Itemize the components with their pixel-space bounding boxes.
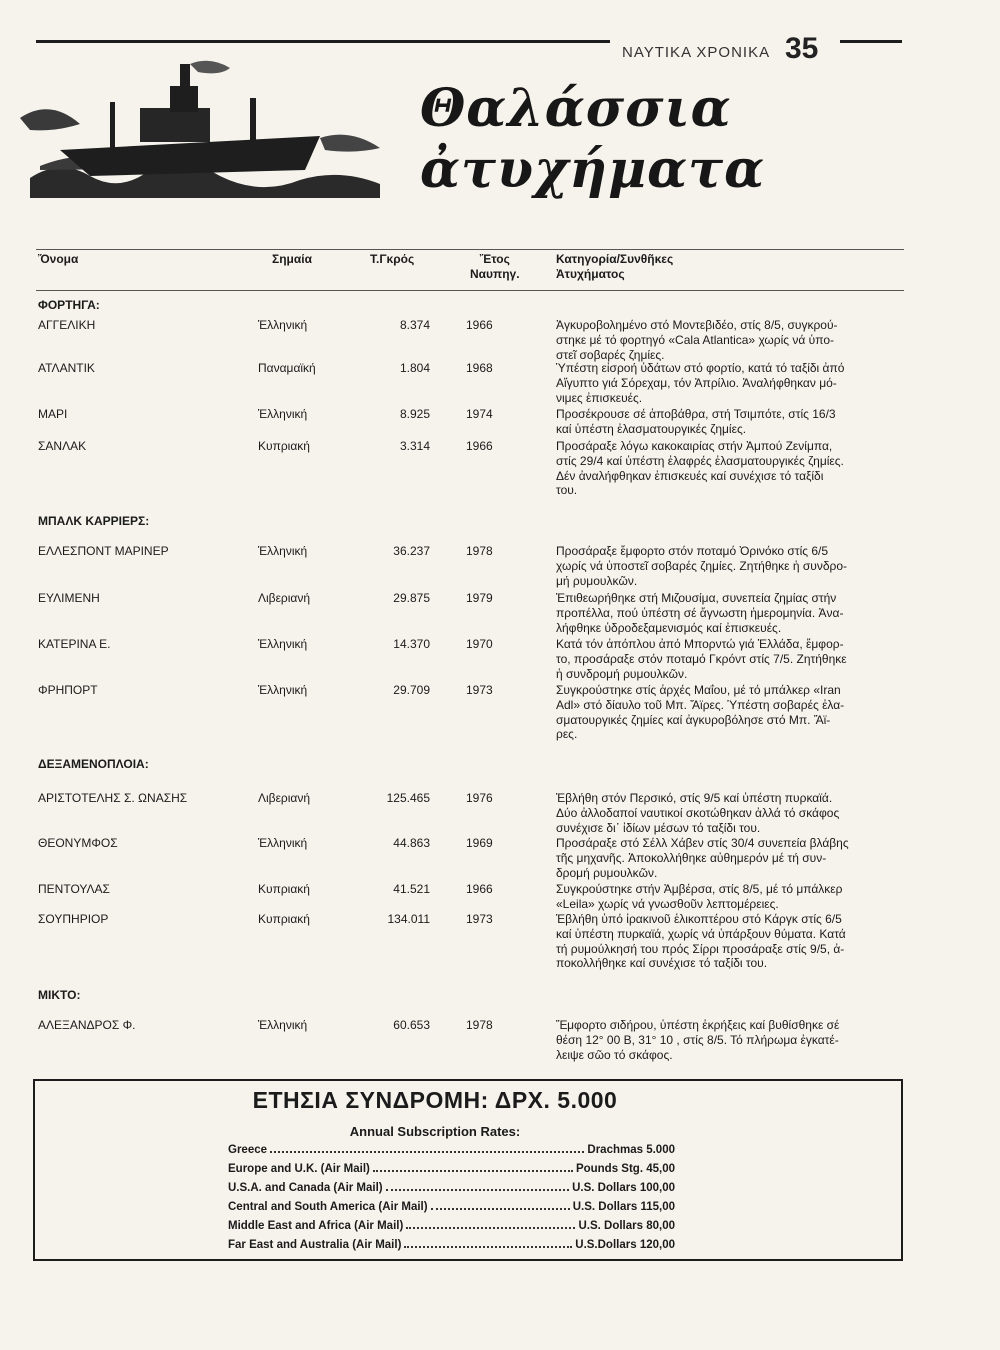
vessel-year: 1966 [466, 318, 493, 332]
vessel-flag: Ἑλληνική [258, 683, 308, 697]
vessel-name: ΑΓΓΕΛΙΚΗ [38, 318, 96, 332]
table-header-rule-bottom [36, 290, 904, 291]
vessel-flag: Κυπριακή [258, 882, 310, 896]
incident-description [556, 882, 906, 912]
vessel-name: ΑΛΕΞΑΝΔΡΟΣ Φ. [38, 1018, 136, 1032]
vessel-grt: 1.804 [399, 361, 430, 375]
vessel-name: ΘΕΟΝΥΜΦΟΣ [38, 836, 118, 850]
rate-region: Middle East and Africa (Air Mail) [228, 1220, 404, 1232]
desc-line: Δέν ἀναλήφθηκαν ἐπισκευές καί συνέχισε τό ταξίδι [556, 468, 824, 483]
desc-line: το, προσάραξε στόν ποταμό Γκρόντ στίς 7/5. Ζητήθηκε [556, 651, 847, 666]
desc-line: του. [556, 483, 578, 498]
column-header-grt: Τ.Γκρός [370, 252, 415, 266]
desc-line: Προσάραξε ἔμφορτο στόν ποταμό Ὀρινόκο στίς 6/5 [556, 544, 829, 558]
column-header-desc-line1: Κατηγορία/Συνθῆκες [556, 252, 674, 266]
vessel-flag: Κυπριακή [258, 912, 310, 926]
incident-description [556, 361, 906, 405]
rate-region: Europe and U.K. (Air Mail) [228, 1163, 370, 1175]
header-rule-right [840, 40, 902, 43]
vessel-name: ΠΕΝΤΟΥΛΑΣ [38, 882, 110, 896]
desc-line: καί ὑπέστη πυρκαϊά, χωρίς νά ὑπάρξουν θύματα. Κατά [556, 926, 846, 941]
rate-price: Drachmas 5.000 [587, 1144, 675, 1156]
desc-line: καί ὑπέστη ἐλασματουργικές ζημίες. [556, 421, 747, 436]
vessel-grt: 14.370 [393, 637, 430, 651]
vessel-year: 1966 [466, 439, 493, 453]
vessel-year: 1978 [466, 1018, 493, 1032]
desc-line: Ἐβλήθη στόν Περσικό, στίς 9/5 καί ὑπέστη πυρκαϊά. [556, 791, 833, 805]
leader-dots [270, 1151, 584, 1153]
desc-line: Ἔμφορτο σιδήρου, ὑπέστη ἐκρήξεις καί βυθίσθηκε σέ [556, 1018, 840, 1032]
vessel-grt: 29.709 [393, 683, 430, 697]
vessel-year: 1973 [466, 912, 493, 926]
rate-region: Central and South America (Air Mail) [228, 1201, 428, 1213]
incident-description [556, 637, 906, 681]
column-header-name: Ὄνομα [38, 252, 79, 266]
leader-dots [406, 1227, 575, 1229]
vessel-flag: Ἑλληνική [258, 637, 308, 651]
vessel-name: ΕΥΛΙΜΕΝΗ [38, 591, 100, 605]
desc-line: στηκε μέ τό φορτηγό «Cala Atlantica» χωρίς νά ὑπο- [556, 332, 835, 347]
column-header-year-line1: Ἔτος [479, 252, 510, 266]
desc-line: Ἀγκυροβολημένο στό Μοντεβιδέο, στίς 8/5, συγκρού- [556, 318, 838, 332]
leader-dots [373, 1170, 573, 1172]
leader-dots [386, 1189, 569, 1191]
column-header-year-line2: Ναυπηγ. [470, 267, 520, 281]
desc-line: ποκολλήθηκε καί συνέχισε τό ταξίδι του. [556, 956, 768, 971]
rate-region: Far East and Australia (Air Mail) [228, 1239, 402, 1251]
vessel-year: 1979 [466, 591, 493, 605]
desc-line: Προσάραξε λόγω κακοκαιρίας στήν Ἀμπού Ζενίμπα, [556, 439, 833, 453]
desc-line: ἡ συνδρομή ρυμουλκῶν. [556, 666, 688, 681]
vessel-flag: Ἑλληνική [258, 318, 308, 332]
rate-price: U.S. Dollars 100,00 [572, 1182, 675, 1194]
rate-price: U.S.Dollars 120,00 [575, 1239, 675, 1251]
incident-description [556, 683, 906, 742]
desc-line: Δύο ἀλλοδαποί ναυτικοί σκοτώθηκαν ἀλλά τό σκάφος [556, 805, 840, 820]
vessel-grt: 8.374 [399, 318, 430, 332]
desc-line: νιμες ἐπισκευές. [556, 390, 643, 405]
vessel-flag: Ἑλληνική [258, 1018, 308, 1032]
vessel-grt: 60.653 [393, 1018, 430, 1032]
vessel-name: ΚΑΤΕΡΙΝΑ Ε. [38, 637, 111, 651]
incident-description [556, 791, 906, 835]
rate-region: U.S.A. and Canada (Air Mail) [228, 1182, 383, 1194]
leader-dots [404, 1246, 572, 1248]
vessel-year: 1969 [466, 836, 493, 850]
vessel-flag: Ἑλληνική [258, 544, 308, 558]
vessel-flag: Κυπριακή [258, 439, 310, 453]
masthead: ΝΑΥΤΙΚΑ ΧΡΟΝΙΚΑ [622, 44, 771, 61]
subscription-subtitle: Annual Subscription Rates: [349, 1124, 521, 1139]
incident-description [556, 407, 906, 437]
vessel-year: 1976 [466, 791, 493, 805]
page-number: 35 [785, 32, 819, 65]
desc-line: προπέλλα, πού ὑπέστη σέ ἄγνωστη ἡμερομηνία. Ἀνα- [556, 605, 844, 620]
rate-line [228, 1180, 675, 1196]
vessel-grt: 44.863 [393, 836, 430, 850]
desc-line: Προσάραξε στό Σέλλ Χάβεν στίς 30/4 συνεπεία βλάβης [556, 836, 849, 850]
desc-line: θέση 12° 00 Β, 31° 10 , στίς 8/5. Τό πλήρωμα ἐγκατέ- [556, 1032, 839, 1047]
desc-line: δρομή ρυμουλκῶν. [556, 865, 658, 880]
desc-line: συνέχισε δι᾿ ἰδίων μέσων τό ταξίδι του. [556, 820, 761, 835]
vessel-name: ΜΑΡΙ [38, 407, 68, 421]
vessel-name: ΣΟΥΠΗΡΙΟΡ [38, 912, 109, 926]
desc-line: Κατά τόν ἀπόπλου ἀπό Μπορντώ γιά Ἑλλάδα, ἔμφορ- [556, 637, 844, 651]
vessel-year: 1968 [466, 361, 493, 375]
article-title: Θαλάσσια ἀτυχήματα [420, 78, 766, 200]
vessel-year: 1974 [466, 407, 493, 421]
incident-description [556, 591, 906, 635]
vessel-name: ΕΛΛΕΣΠΟΝΤ ΜΑΡΙΝΕΡ [38, 544, 169, 558]
vessel-year: 1970 [466, 637, 493, 651]
rate-region: Greece [228, 1144, 268, 1156]
desc-line: Ἐπιθεωρήθηκε στή Μιζουσίμα, συνεπεία ζημίας στήν [556, 591, 837, 605]
desc-line: «Leila» χωρίς νά γνωσθοῦν λεπτομέρειες. [556, 896, 779, 911]
section-title-combination: ΜΙΚΤΟ: [38, 988, 81, 1002]
vessel-flag: Λιβεριανή [258, 591, 311, 605]
vessel-flag: Ἑλληνική [258, 836, 308, 850]
section-title-cargo: ΦΟΡΤΗΓΑ: [38, 298, 100, 312]
section-title-tankers: ΔΕΞΑΜΕΝΟΠΛΟΙΑ: [38, 757, 149, 771]
incident-description [556, 1018, 906, 1062]
vessel-grt: 8.925 [399, 407, 430, 421]
rate-line [228, 1161, 675, 1177]
vessel-grt: 125.465 [386, 791, 430, 805]
desc-line: Προσέκρουσε σέ ἀποβάθρα, στή Τσιμπότε, στίς 16/3 [556, 407, 836, 421]
vessel-year: 1966 [466, 882, 493, 896]
desc-line: Ὑπέστη εἰσροή ὑδάτων στό φορτίο, κατά τό ταξίδι ἀπό [556, 361, 845, 375]
vessel-grt: 41.521 [393, 882, 430, 896]
rate-line [228, 1218, 675, 1234]
vessel-flag: Παναμαϊκή [258, 361, 316, 375]
subscription-title: ΕΤΗΣΙΑ ΣΥΝΔΡΟΜΗ: ΔΡΧ. 5.000 [252, 1087, 618, 1113]
vessel-grt: 3.314 [399, 439, 430, 453]
vessel-name: ΑΤΛΑΝΤΙΚ [38, 361, 95, 375]
rate-line [228, 1237, 675, 1253]
incident-description [556, 318, 906, 362]
incident-description [556, 836, 906, 880]
desc-line: Συγκρούστηκε στίς ἀρχές Μαΐου, μέ τό μπάλκερ «Iran [556, 683, 841, 697]
column-header-description [556, 252, 673, 282]
desc-line: στεῖ σοβαρές ζημίες. [556, 347, 665, 362]
incident-description [556, 439, 906, 498]
vessel-year: 1973 [466, 683, 493, 697]
desc-line: χωρίς νά ὑποστεῖ σοβαρές ζημίες. Ζητήθηκε ἡ συνδρο- [556, 558, 848, 573]
rate-price: Pounds Stg. 45,00 [575, 1163, 675, 1175]
rate-line [228, 1142, 675, 1158]
desc-line: Ἐβλήθη ὑπό ἰρακινοῦ ἑλικοπτέρου στό Κάργκ στίς 6/5 [556, 912, 842, 926]
desc-line: λήφθηκε ὑδροδεξαμενισμός καί ἐπισκευές. [556, 620, 782, 635]
table-header-rule-top [36, 249, 904, 250]
desc-line: στίς 29/4 καί ὑπέστη ἐλαφρές ἐλασματουργικές ζημίες. [556, 453, 844, 468]
desc-line: ρες. [556, 727, 578, 742]
desc-line: τῆς μηχανῆς. Ἀποκολλήθηκε αὐθημερόν μέ τή συν- [556, 850, 827, 865]
vessel-grt: 36.237 [393, 544, 430, 558]
column-header-flag: Σημαία [272, 252, 312, 266]
desc-line: τή ρυμούλκησή του πρός Σίρρι προσάραξε στίς 9/5, ἀ- [556, 941, 845, 956]
vessel-grt: 134.011 [387, 912, 430, 926]
desc-line: σματουργικές ζημίες καί ἀγκυροβόλησε στό Μπ. Ἄϊ- [556, 712, 831, 727]
vessel-name: ΑΡΙΣΤΟΤΕΛΗΣ Σ. ΩΝΑΣΗΣ [38, 791, 188, 805]
vessel-year: 1978 [466, 544, 493, 558]
vessel-name: ΣΑΝΛΑΚ [38, 439, 87, 453]
column-header-desc-line2: Ἀτυχήματος [556, 267, 625, 281]
desc-line: Συγκρούστηκε στήν Ἀμβέρσα, στίς 8/5, μέ τό μπάλκερ [556, 882, 843, 896]
incident-description [556, 544, 906, 588]
desc-line: Adl» στό δίαυλο τοῦ Μπ. Ἄϊρες. Ὑπέστη σοβαρές ἐλα- [556, 697, 845, 712]
vessel-name: ΦΡΗΠΟΡΤ [38, 683, 98, 697]
desc-line: Αἴγυπτο γιά Σόρεχαμ, τόν Ἀπρίλιο. Ἀναλήφθηκαν μό- [556, 375, 837, 390]
rate-price: U.S. Dollars 80,00 [578, 1220, 675, 1232]
vessel-grt: 29.875 [393, 591, 430, 605]
rate-line [228, 1199, 675, 1215]
incident-description [556, 912, 906, 971]
ship-illustration [20, 58, 390, 198]
leader-dots [431, 1208, 570, 1210]
desc-line: μή ρυμουλκῶν. [556, 573, 638, 588]
column-header-year [470, 252, 520, 282]
rate-price: U.S. Dollars 115,00 [572, 1201, 675, 1213]
header-rule-left [36, 40, 610, 43]
vessel-flag: Ἑλληνική [258, 407, 308, 421]
vessel-flag: Λιβεριανή [258, 791, 311, 805]
desc-line: λειψε σῶο τό σκάφος. [556, 1047, 673, 1062]
section-title-bulk-carriers: ΜΠΑΛΚ ΚΑΡΡΙΕΡΣ: [38, 514, 150, 528]
